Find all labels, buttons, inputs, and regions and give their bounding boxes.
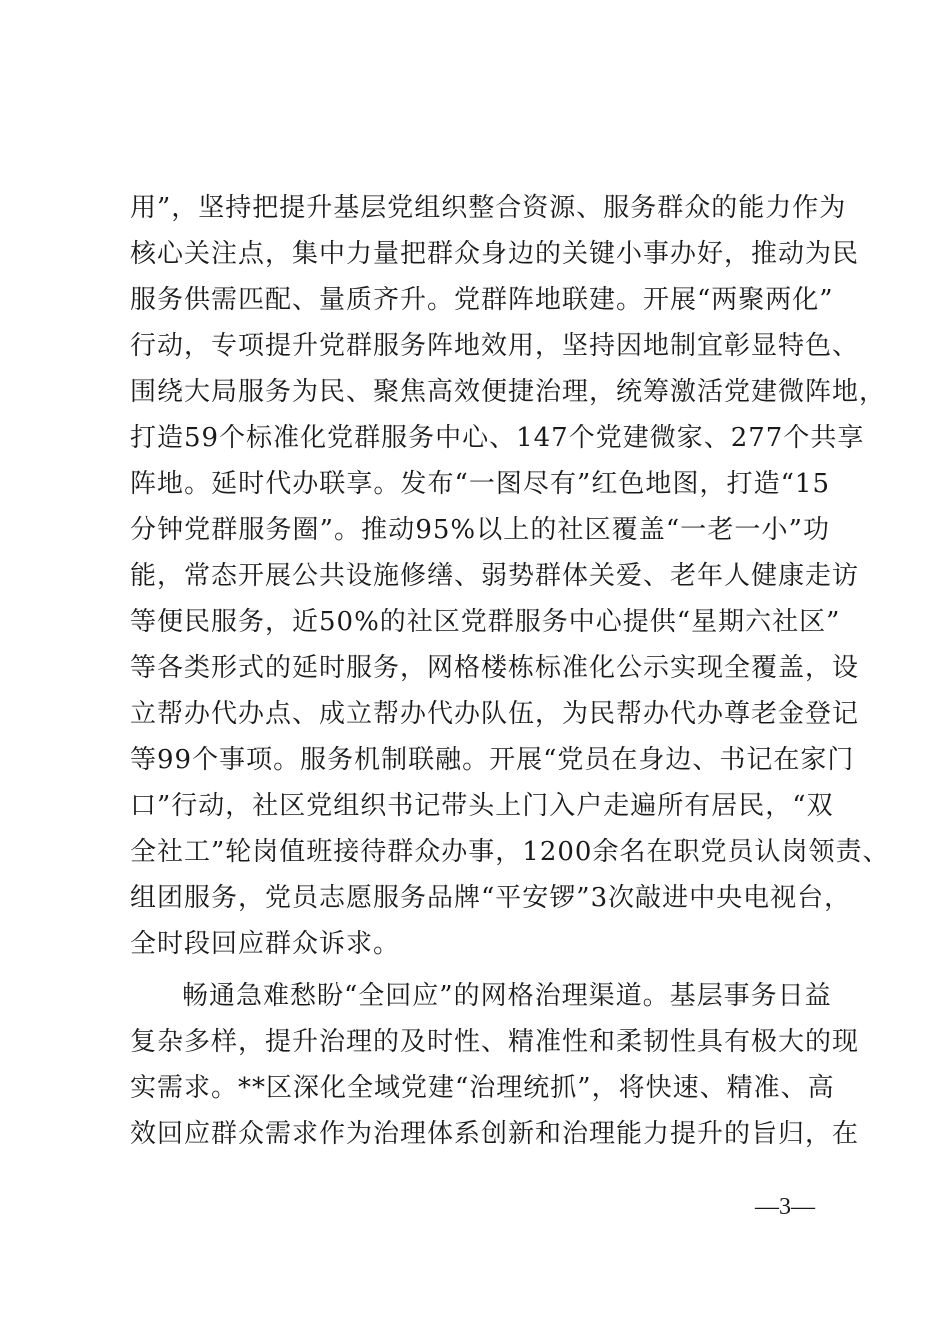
text-line: 复杂多样，提升治理的及时性、精准性和柔韧性具有极大的现 xyxy=(130,1027,860,1057)
text-line: 口”行动，社区党组织书记带头上门入户走遍所有居民，“双 xyxy=(130,791,834,821)
text-line: 组团服务，党员志愿服务品牌“平安锣”3次敲进中央电视台， xyxy=(130,883,852,913)
text-line: 等99个事项。服务机制联融。开展“党员在身边、书记在家门 xyxy=(130,745,855,775)
text-line: 分钟党群服务圈”。推动95%以上的社区覆盖“一老一小”功 xyxy=(130,515,830,545)
body-text xyxy=(130,185,890,1157)
text-line: 立帮办代办点、成立帮办代办队伍，为民帮办代办尊老金登记 xyxy=(130,699,860,729)
page-number: —3— xyxy=(755,1194,815,1220)
text-line: 服务供需匹配、量质齐升。党群阵地联建。开展“两聚两化” xyxy=(130,285,834,315)
text-line: 行动，专项提升党群服务阵地效用，坚持因地制宜彰显特色、 xyxy=(130,331,860,361)
text-line: 效回应群众需求作为治理体系创新和治理能力提升的旨归，在 xyxy=(130,1119,860,1149)
paragraph xyxy=(130,973,860,1157)
text-line: 用”，坚持把提升基层党组织整合资源、服务群众的能力作为 xyxy=(130,193,847,223)
text-line: 实需求。**区深化全域党建“治理统抓”，将快速、精准、高 xyxy=(130,1073,835,1103)
paragraph xyxy=(130,185,890,967)
text-line: 阵地。延时代办联享。发布“一图尽有”红色地图，打造“15 xyxy=(130,469,830,499)
text-line: 等各类形式的延时服务，网格楼栋标准化公示实现全覆盖，设 xyxy=(130,653,860,683)
text-line: 能，常态开展公共设施修缮、弱势群体关爱、老年人健康走访 xyxy=(130,561,860,591)
text-line: 围绕大局服务为民、聚焦高效便捷治理，统筹激活党建微阵地， xyxy=(130,377,887,407)
text-line: 畅通急难愁盼“全回应”的网格治理渠道。基层事务日益 xyxy=(182,981,832,1011)
text-line: 核心关注点，集中力量把群众身边的关键小事办好，推动为民 xyxy=(130,239,860,269)
text-line: 全社工”轮岗值班接待群众办事，1200余名在职党员认岗领责、 xyxy=(130,837,890,867)
text-line: 等便民服务，近50%的社区党群服务中心提供“星期六社区” xyxy=(130,607,841,637)
text-line: 打造59个标准化党群服务中心、147个党建微家、277个共享 xyxy=(130,423,865,453)
text-line: 全时段回应群众诉求。 xyxy=(130,929,401,959)
